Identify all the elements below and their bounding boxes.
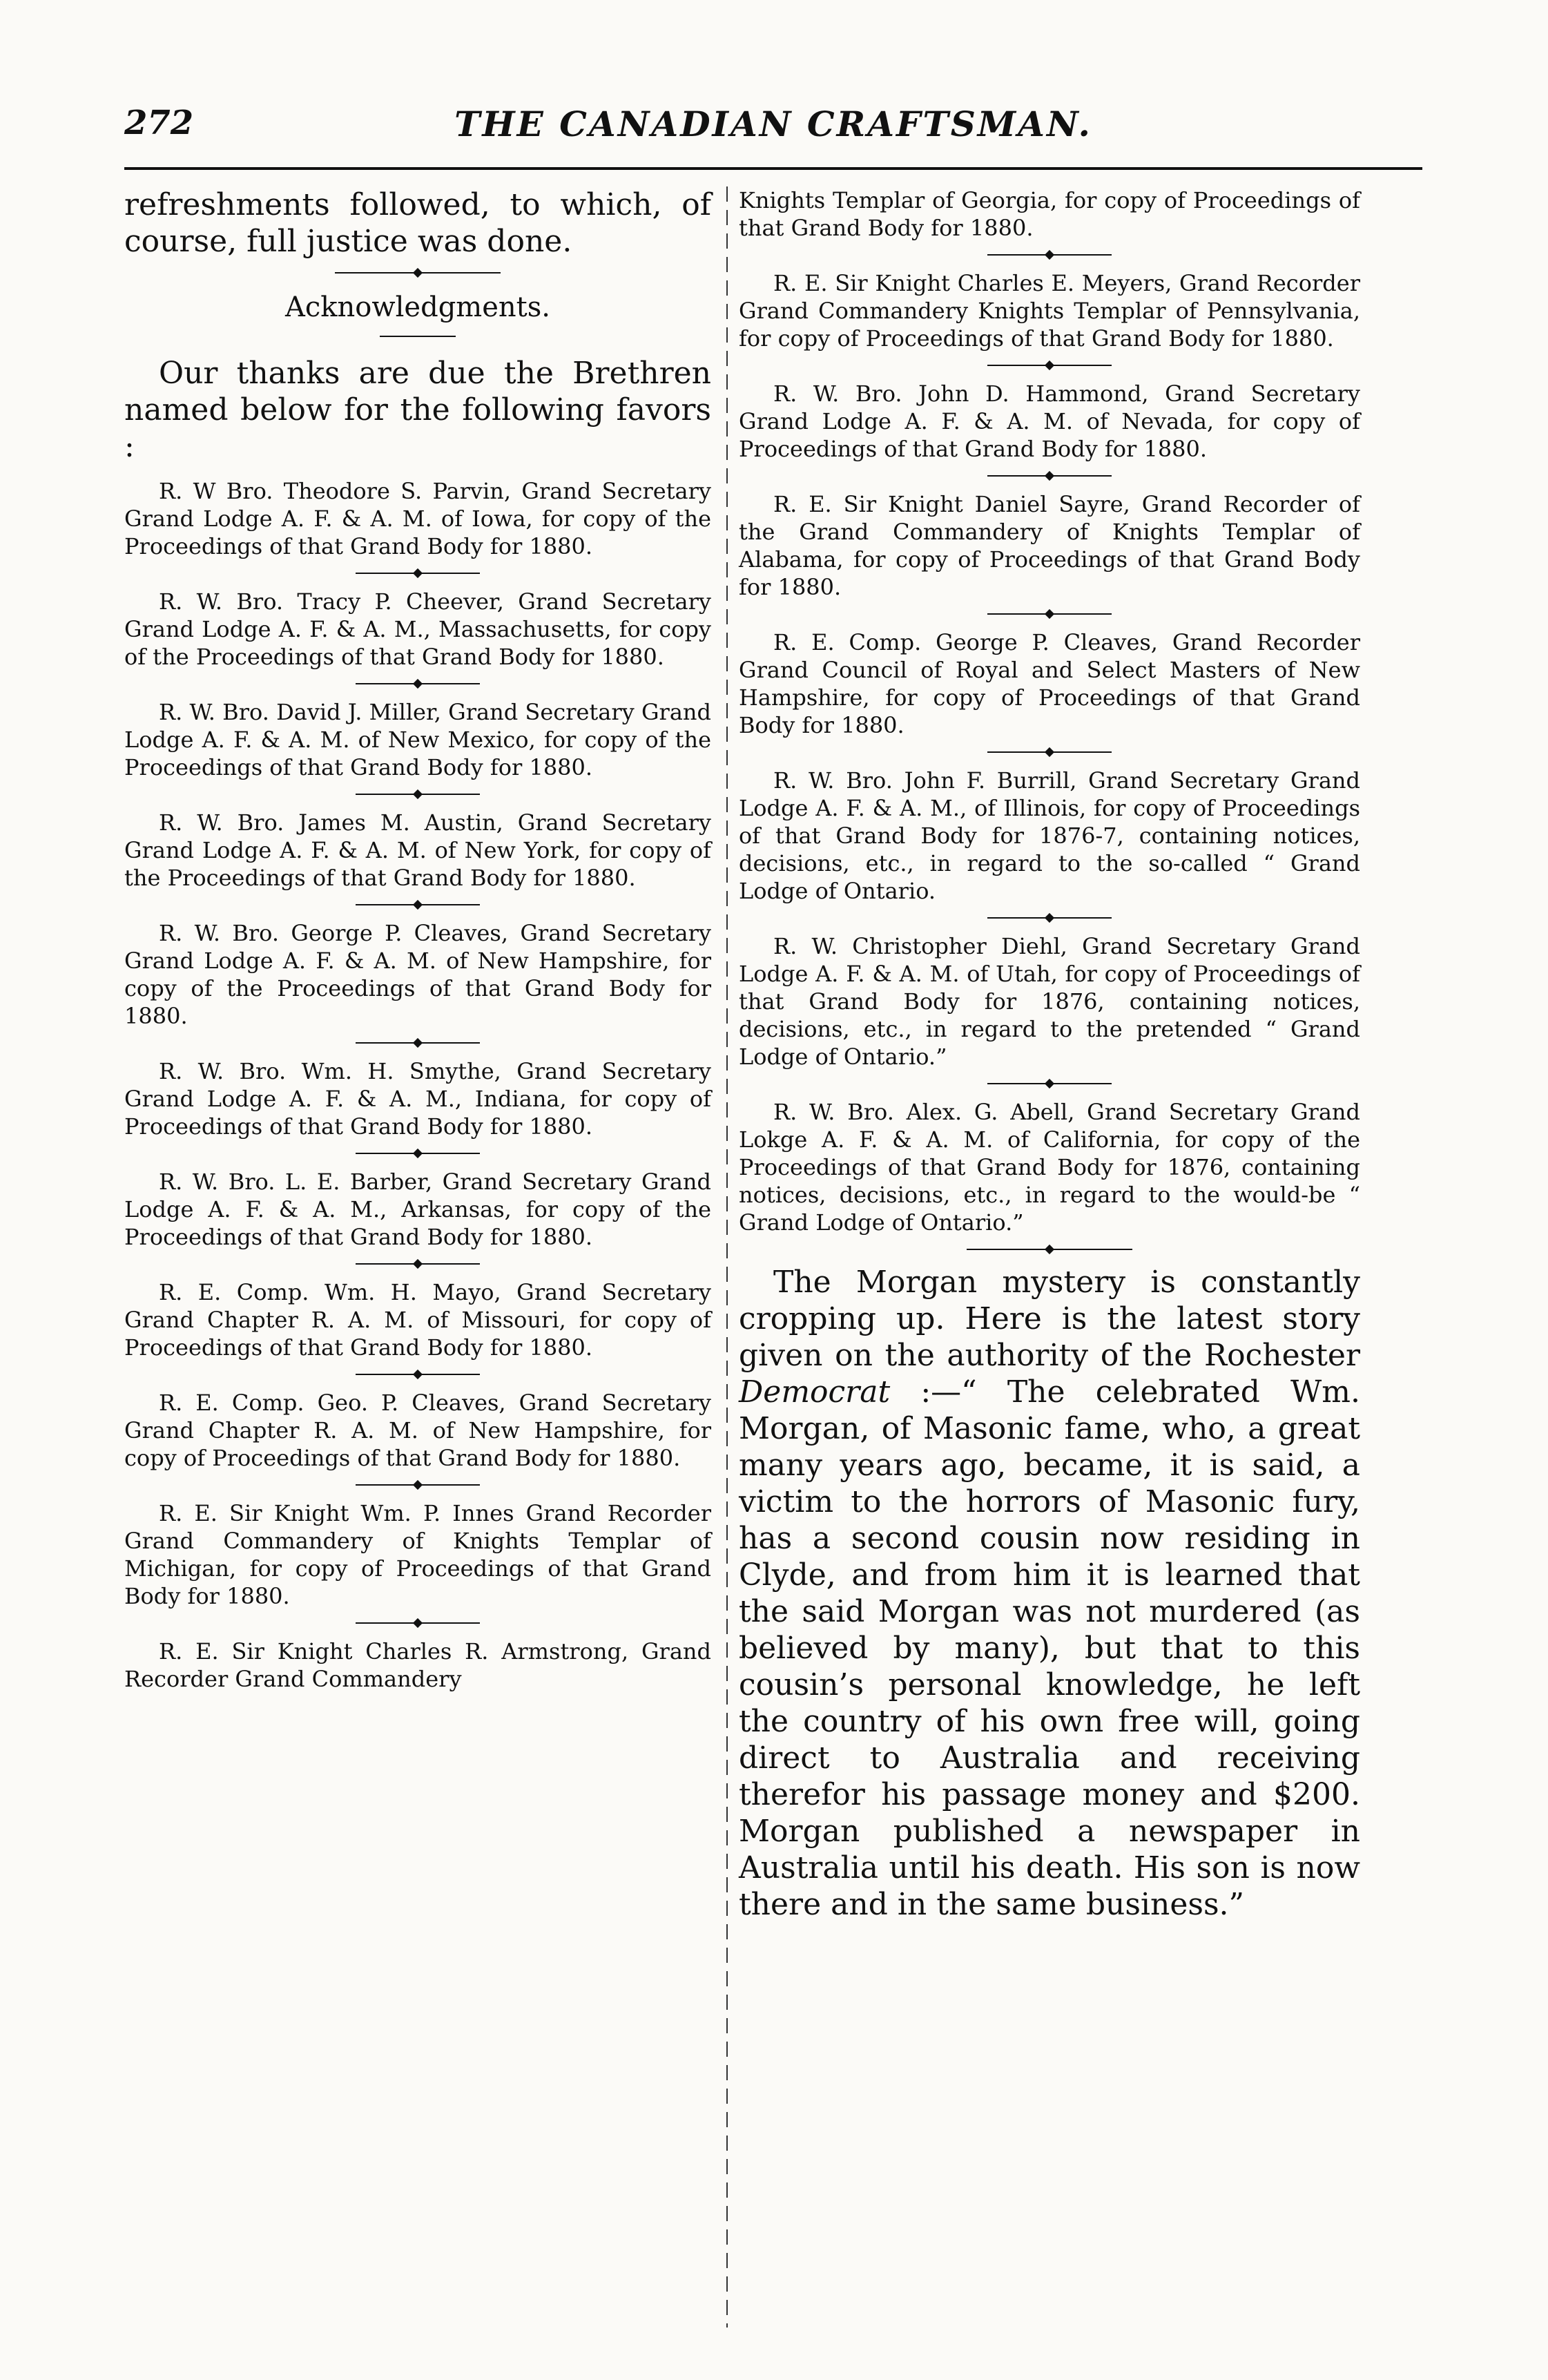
entry-separator [356, 900, 480, 910]
entry-separator [356, 1370, 480, 1379]
ornament-separator [967, 1245, 1132, 1254]
acknowledgment-entry: R. W. Bro. Wm. H. Smythe, Grand Secretary Grand Lodge A. F. & A. M., Indiana, for copy of Proceedings of that Grand Body for 1880. [124, 1058, 711, 1140]
acknowledgment-entry: R. W. Christopher Diehl, Grand Secretary Grand Lodge A. F. & A. M. of Utah, for copy of Proceedings of that Grand Body for 1876, containing notices, decisions, etc., in regard to the pretended “ Grand Lodge of Ontario.” [739, 933, 1360, 1070]
entry-separator [356, 1038, 480, 1048]
acknowledgment-entry: R. W. Bro. David J. Miller, Grand Secretary Grand Lodge A. F. & A. M. of New Mexico, for copy of the Proceedings of that Grand Body for 1880. [124, 699, 711, 780]
entry-separator [356, 1149, 480, 1158]
entry-separator [356, 568, 480, 578]
entry-separator [987, 361, 1112, 370]
entry-separator [356, 1480, 480, 1490]
left-column [124, 186, 711, 1693]
entry-separator [987, 1079, 1112, 1088]
acknowledgment-entry: R. E. Comp. Geo. P. Cleaves, Grand Secretary Grand Chapter R. A. M. of New Hampshire, for copy of Proceedings of that Grand Body for 1880. [124, 1390, 711, 1471]
acknowledgment-entry: R. W. Bro. Tracy P. Cheever, Grand Secretary Grand Lodge A. F. & A. M., Massachusetts, for copy of the Proceedings of that Grand Body for 1880. [124, 588, 711, 670]
acknowledgment-entry: R. E. Sir Knight Charles E. Meyers, Grand Recorder Grand Commandery Knights Templar of Pennsylvania, for copy of Proceedings of that Grand Body for 1880. [739, 270, 1360, 352]
entry-separator [987, 471, 1112, 481]
opening-paragraph: refreshments followed, to which, of course, full justice was done. [124, 187, 711, 259]
running-title: THE CANADIAN CRAFTSMAN. [454, 104, 1092, 144]
page-number: 272 [124, 104, 194, 142]
entry-separator [987, 609, 1112, 619]
page-header [124, 104, 1422, 159]
entry-separator [987, 913, 1112, 923]
entry-separator [356, 789, 480, 799]
heading-rule [380, 336, 456, 337]
right-column [739, 186, 1360, 1923]
acknowledgment-entry: R. W. Bro. John D. Hammond, Grand Secretary Grand Lodge A. F. & A. M. of Nevada, for copy of Proceedings of that Grand Body for 1880. [739, 381, 1360, 462]
morgan-text-start: The Morgan mystery is constantly cropping up. Here is the latest story given on the authority of the Rochester [739, 1265, 1360, 1373]
entry-separator [356, 1618, 480, 1628]
acknowledgment-entry: R. E. Sir Knight Wm. P. Innes Grand Recorder Grand Commandery of Knights Templar of Michigan, for copy of Proceedings of that Grand Body for 1880. [124, 1500, 711, 1609]
entry-separator [987, 250, 1112, 260]
acknowledgment-entry: R. W. Bro. George P. Cleaves, Grand Secretary Grand Lodge A. F. & A. M. of New Hampshire, for copy of the Proceedings of that Grand Body for 1880. [124, 920, 711, 1029]
acknowledgment-entry: R. W. Bro. Alex. G. Abell, Grand Secretary Grand Lokge A. F. & A. M. of California, for copy of the Proceedings of that Grand Body for 1876, containing notices, decisions, etc., in regard to the would-be “ Grand Lodge of Ontario.” [739, 1099, 1360, 1236]
section-heading: Acknowledgments. [285, 291, 550, 323]
entry-separator [356, 679, 480, 689]
morgan-article [739, 1264, 1360, 1923]
continued-entry: Knights Templar of Georgia, for copy of Proceedings of that Grand Body for 1880. [739, 187, 1360, 241]
acknowledgment-entry: R. W Bro. Theodore S. Parvin, Grand Secretary Grand Lodge A. F. & A. M. of Iowa, for copy of the Proceedings of that Grand Body for 1880. [124, 478, 711, 559]
column-divider [726, 186, 728, 2328]
entry-separator [356, 1259, 480, 1269]
morgan-text-end: :—“ The celebrated Wm. Morgan, of Masonic fame, who, a great many years ago, became, it is said, a victim to the horrors of Masonic fury, has a second cousin now residing in Clyde, and from him it is learned that the said Morgan was not murdered (as believed by many), but that to this cousin’s personal knowledge, he left the country of his own free will, going direct to Australia and receiving therefor his passage money and $200. Morgan published a newspaper in Australia until his death. His son is now there and in the same business.” [739, 1374, 1360, 1922]
acknowledgment-entry: R. E. Comp. George P. Cleaves, Grand Recorder Grand Council of Royal and Select Masters of New Hampshire, for copy of Proceedings of that Grand Body for 1880. [739, 629, 1360, 738]
entry-separator [987, 747, 1112, 757]
intro-paragraph: Our thanks are due the Brethren named below for the following favors : [124, 356, 711, 464]
acknowledgment-entry: R. W. Bro. L. E. Barber, Grand Secretary Grand Lodge A. F. & A. M., Arkansas, for copy of the Proceedings of that Grand Body for 1880. [124, 1169, 711, 1250]
header-rule [124, 167, 1422, 170]
acknowledgment-entry: R. E. Comp. Wm. H. Mayo, Grand Secretary Grand Chapter R. A. M. of Missouri, for copy of Proceedings of that Grand Body for 1880. [124, 1279, 711, 1361]
acknowledgment-entry: R. E. Sir Knight Daniel Sayre, Grand Recorder of the Grand Commandery of Knights Templar of Alabama, for copy of Proceedings of that Grand Body for 1880. [739, 491, 1360, 600]
acknowledgment-entry: R. W. Bro. James M. Austin, Grand Secretary Grand Lodge A. F. & A. M. of New York, for copy of the Proceedings of that Grand Body for 1880. [124, 809, 711, 891]
acknowledgment-entry: R. W. Bro. John F. Burrill, Grand Secretary Grand Lodge A. F. & A. M., of Illinois, for copy of Proceedings of that Grand Body for 1876-7, containing notices, decisions, etc., in regard to the so-called “ Grand Lodge of Ontario. [739, 767, 1360, 904]
ornament-separator [335, 268, 501, 278]
newspaper-name: Democrat [739, 1374, 891, 1410]
acknowledgment-entry: R. E. Sir Knight Charles R. Armstrong, Grand Recorder Grand Commandery [124, 1638, 711, 1692]
